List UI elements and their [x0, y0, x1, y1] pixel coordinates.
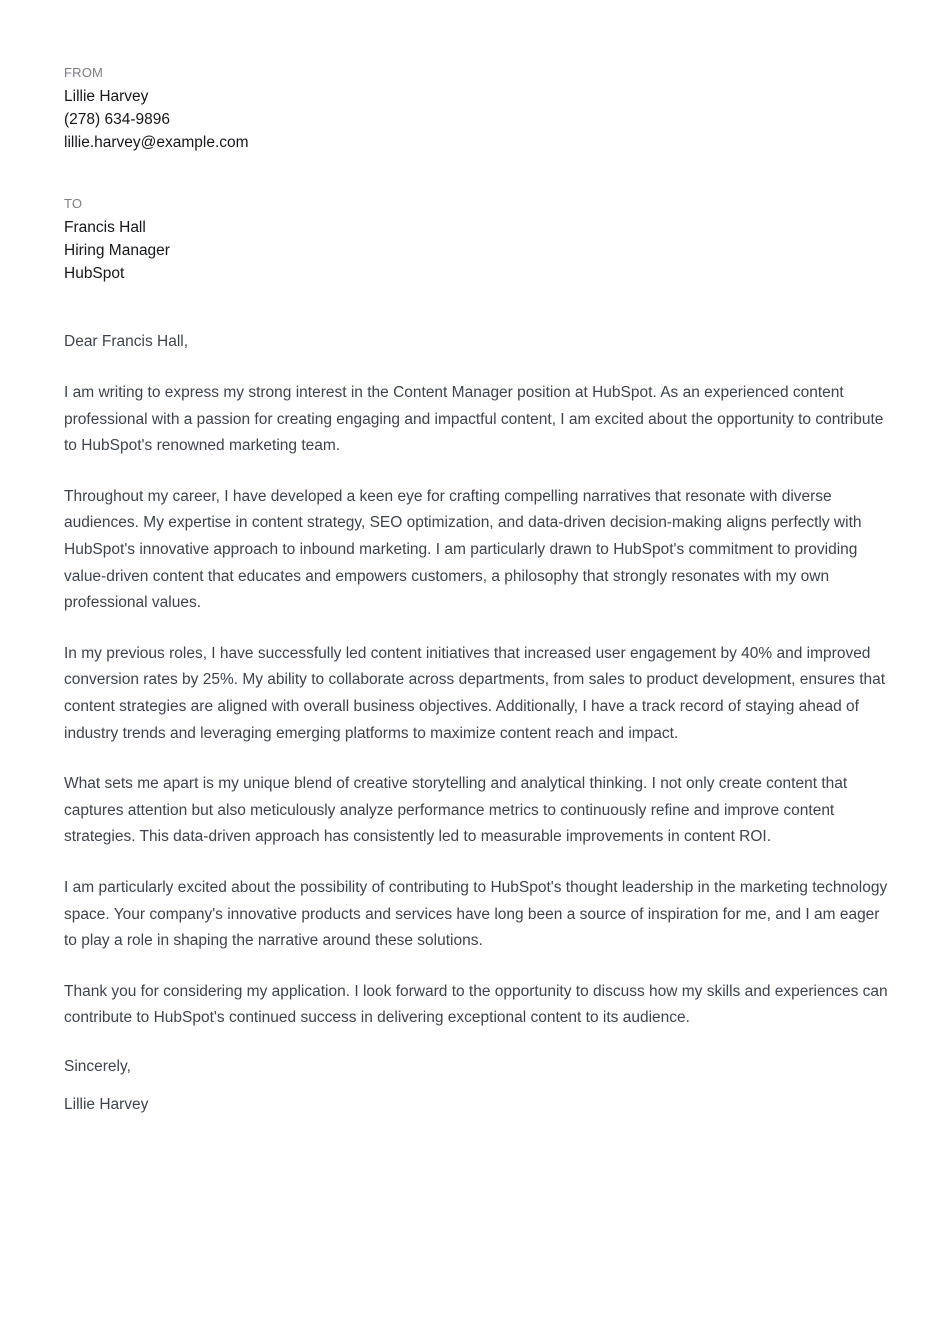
letter-body: [64, 380, 896, 1032]
body-paragraph-5: I am particularly excited about the possibility of contributing to HubSpot's thought leadership in the marketing technology space. Your company's innovative products and services have long been a source of inspiration for me, and I am eager to play a role in shaping the narrative around these solutions.: [64, 878, 888, 950]
body-paragraph-6: Thank you for considering my application. I look forward to the opportunity to discuss how my skills and experiences can contribute to HubSpot's continued success in delivering exceptional content to its audience.: [64, 982, 888, 1027]
recipient-name: Francis Hall: [64, 219, 146, 236]
signature: Lillie Harvey: [64, 1095, 149, 1113]
sender-block: [64, 64, 896, 154]
closing: Sincerely,: [64, 1057, 131, 1075]
body-paragraph-3: In my previous roles, I have successfully led content initiatives that increased user engagement by 40% and improved conversion rates by 25%. My ability to collaborate across departments, from sales to product development, ensures that content strategies are aligned with overall business objectives. Additionally, I have a track record of staying ahead of industry trends and leveraging emerging platforms to maximize content reach and impact.: [64, 644, 886, 742]
sender-phone: (278) 634-9896: [64, 111, 170, 128]
recipient-company: HubSpot: [64, 265, 125, 282]
recipient-block: [64, 195, 896, 285]
sender-email: lillie.harvey@example.com: [64, 134, 249, 151]
body-paragraph-4: What sets me apart is my unique blend of creative storytelling and analytical thinking. I not only create content that captures attention but also meticulously analyze performance metrics to continuously refine and improve content strategies. This data-driven approach has consistently led to measurable improvements in content ROI.: [64, 775, 848, 846]
to-label: TO: [64, 196, 83, 211]
from-label: FROM: [64, 65, 104, 80]
body-paragraph-2: Throughout my career, I have developed a keen eye for crafting compelling narratives that resonate with diverse audiences. My expertise in content strategy, SEO optimization, and data-driven decision-making aligns perfectly with HubSpot's innovative approach to inbound marketing. I am particularly drawn to HubSpot's commitment to providing value-driven content that educates and empowers customers, a philosophy that strongly resonates with my own professional values.: [64, 487, 862, 612]
salutation: Dear Francis Hall,: [64, 333, 189, 350]
cover-letter: [64, 64, 896, 1116]
sender-name: Lillie Harvey: [64, 88, 149, 105]
body-paragraph-1: I am writing to express my strong interest in the Content Manager position at HubSpot. As an experienced content professional with a passion for creating engaging and impactful content, I am excited about the opportunity to contribute to HubSpot's renowned marketing team.: [64, 384, 884, 455]
recipient-title: Hiring Manager: [64, 242, 170, 259]
